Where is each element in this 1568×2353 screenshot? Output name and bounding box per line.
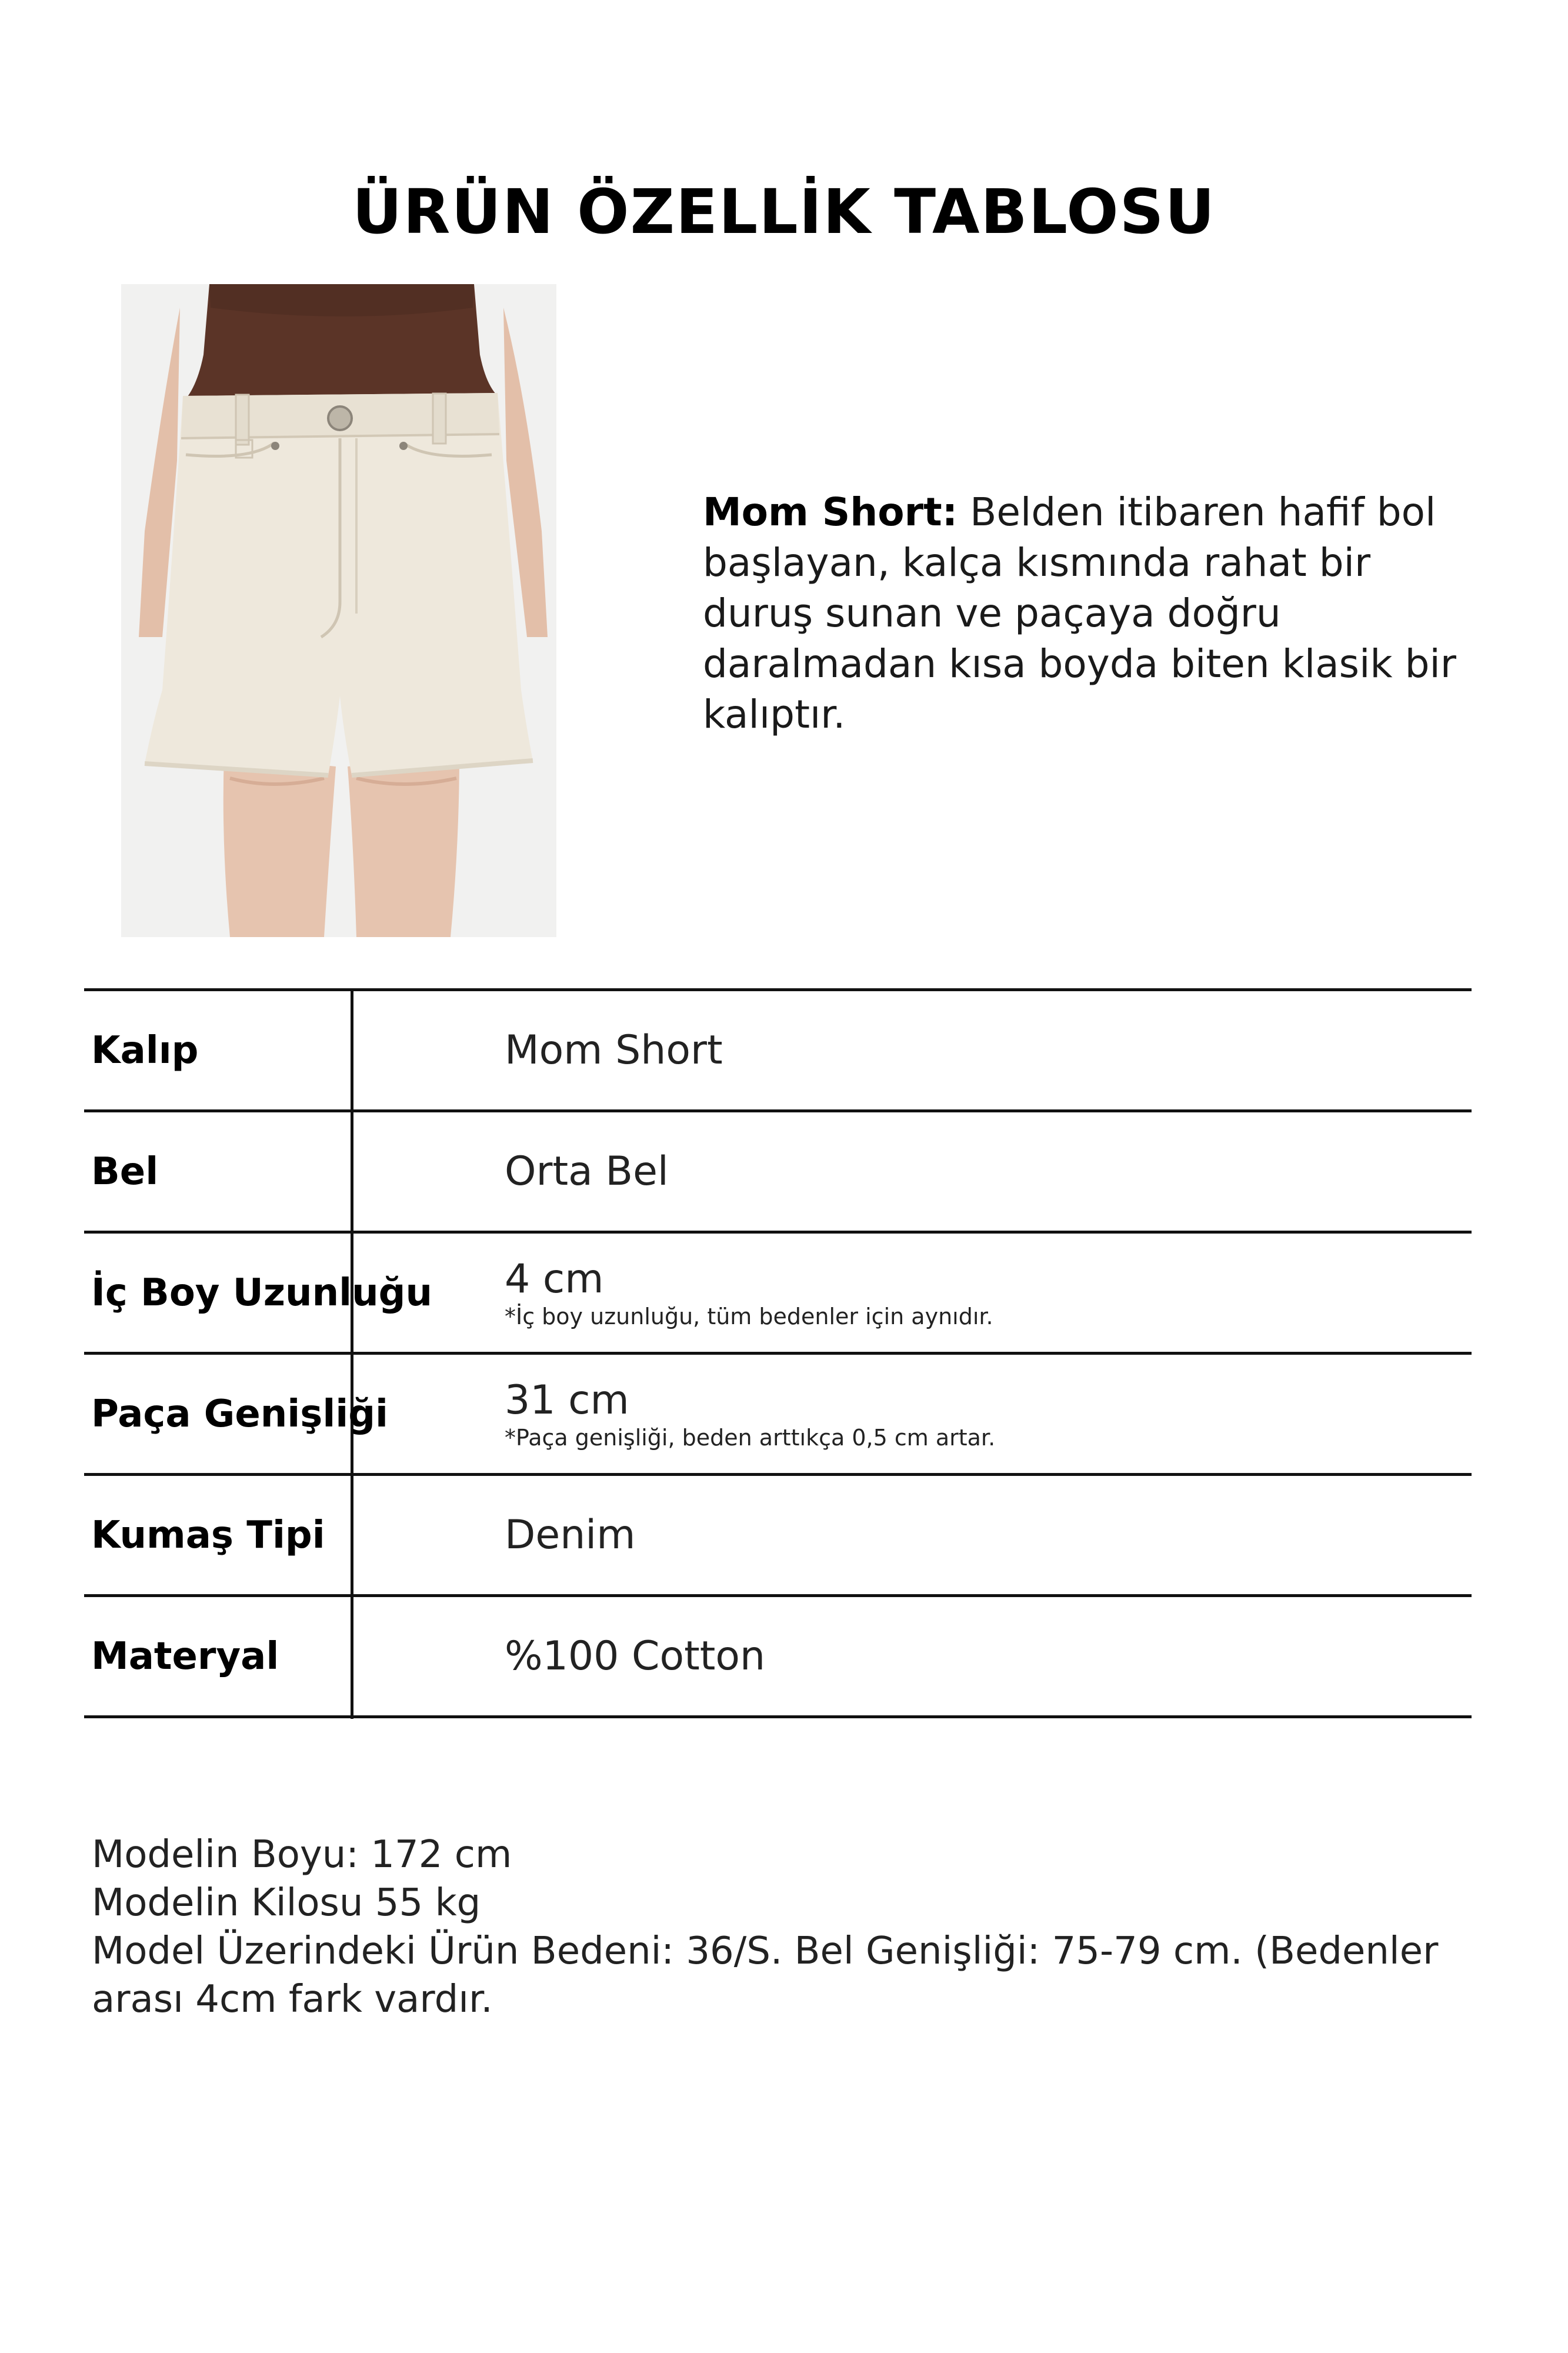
spec-note: *Paça genişliği, beden arttıkça 0,5 cm artar. [505,1424,996,1451]
spec-value-cell [505,1597,765,1715]
spec-row-bel [84,1109,1472,1231]
spec-value-cell [505,1476,635,1594]
description-text: Belden itibaren hafif bol başlayan, kalça kısmında rahat bir duruş sunan ve paçaya doğru daralmadan kısa boyda biten klasik bir kalıptır. [703,489,1456,737]
spec-value: Orta Bel [505,1148,669,1195]
spec-row-paca [84,1352,1472,1473]
spec-value: 31 cm [505,1377,629,1424]
spec-row-materyal [84,1594,1472,1718]
product-description [703,487,1479,740]
product-photo [121,284,556,937]
spec-row-kumas [84,1473,1472,1594]
spec-label: Kumaş Tipi [91,1513,325,1557]
spec-table [84,988,1472,1718]
spec-row-kalip [84,988,1472,1109]
model-info [92,1831,1468,2024]
spec-value-cell [505,1112,669,1231]
spec-note: *İç boy uzunluğu, tüm bedenler için aynıdır. [505,1303,993,1329]
spec-label: Kalıp [91,1028,199,1072]
spec-value: Denim [505,1511,636,1558]
spec-label: İç Boy Uzunluğu [91,1271,432,1315]
spec-value: %100 Cotton [505,1632,766,1679]
spec-label: Bel [91,1149,159,1194]
spec-row-ic-boy [84,1231,1472,1352]
description-label: Mom Short: [703,489,958,535]
spec-value: 4 cm [505,1255,604,1302]
spec-value-cell [505,1355,995,1473]
spec-label: Paça Genişliği [91,1392,388,1436]
model-size: Model Üzerindeki Ürün Bedeni: 36/S. Bel Genişliği: 75-79 cm. (Bedenler arası 4cm fark vardır. [92,1929,1439,2021]
spec-value-cell [505,991,723,1109]
page-title: ÜRÜN ÖZELLİK TABLOSU [352,176,1216,248]
model-weight: Modelin Kilosu 55 kg [92,1881,481,1925]
model-height: Modelin Boyu: 172 cm [92,1833,512,1877]
spec-value-cell [505,1234,993,1352]
spec-label: Materyal [91,1634,279,1678]
spec-value: Mom Short [505,1026,723,1074]
